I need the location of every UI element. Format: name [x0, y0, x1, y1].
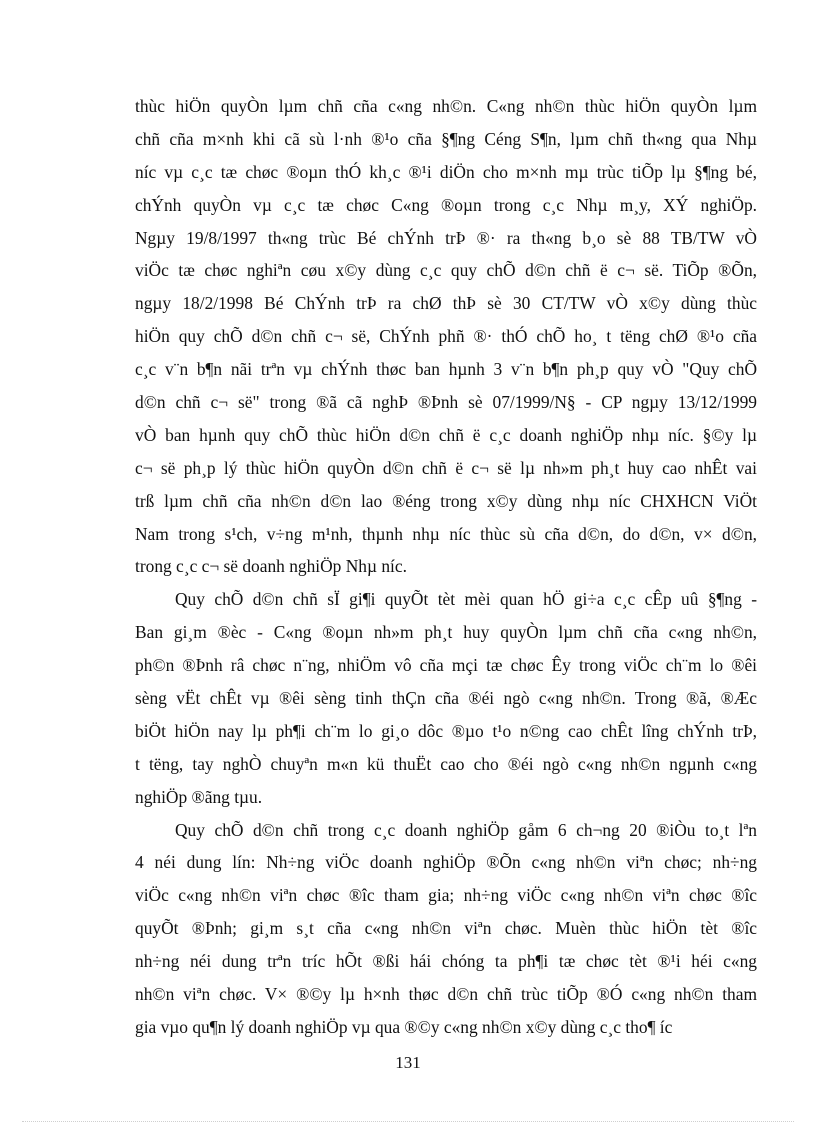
- text-line: ph©n ®Þnh râ chøc n¨ng, nhiÖm vô cña mçi tæ chøc Êy trong viÖc ch¨m lo ®êi: [135, 655, 757, 676]
- text-line: Quy chÕ d©n chñ trong c¸c doanh nghiÖp gåm 6 ch¬ng 20 ®iÒu to¸t lªn: [175, 819, 757, 840]
- text-line: t tëng, tay nghÒ chuyªn m«n kü thuËt cao cho ®éi ngò c«ng nh©n ngµnh c«ng: [135, 753, 757, 774]
- page-number: 131: [395, 1053, 421, 1072]
- text-line: vÒ ban hµnh quy chÕ thùc hiÖn d©n chñ ë c¸c doanh nghiÖp nhµ níc. §©y lµ: [135, 424, 757, 445]
- text-line: trß lµm chñ cña nh©n d©n lao ®éng trong x©y dùng nhµ níc CHXHCN ViÖt: [135, 490, 757, 511]
- paragraph: [135, 90, 757, 583]
- text-line: Ban gi¸m ®èc - C«ng ®oµn nh»m ph¸t huy quyÒn lµm chñ cña c«ng nh©n,: [135, 622, 757, 643]
- text-line: Quy chÕ d©n chñ sÏ gi¶i quyÕt tèt mèi quan hÖ gi÷a c¸c cÊp uû §¶ng -: [175, 589, 757, 610]
- text-line: sèng vËt chÊt vµ ®êi sèng tinh thÇn cña ®éi ngò c«ng nh©n. Trong ®ã, ®Æc: [135, 688, 757, 709]
- text-line: gia vµo qu¶n lý doanh nghiÖp vµ qua ®©y c«ng nh©n x©y dùng c¸c tho¶ íc: [135, 1016, 673, 1037]
- text-line: níc vµ c¸c tæ chøc ®oµn thÓ kh¸c ®¹i diÖn cho m×nh mµ trùc tiÕp lµ §¶ng bé,: [135, 161, 757, 182]
- text-line: nh÷ng néi dung trªn tríc hÕt ®ßi hái chóng ta ph¶i tæ chøc tèt ®¹i héi c«ng: [135, 951, 757, 972]
- body-text: [135, 90, 757, 1044]
- text-line: Nam trong s¹ch, v÷ng m¹nh, thµnh nhµ níc thùc sù cña d©n, do d©n, v× d©n,: [135, 523, 757, 544]
- text-line: chñ cña m×nh khi cã sù l·nh ®¹o cña §¶ng Céng S¶n, lµm chñ th«ng qua Nhµ: [135, 128, 757, 149]
- footer-divider: [22, 1121, 794, 1122]
- text-line: hiÖn quy chÕ d©n chñ c¬ së, ChÝnh phñ ®· thÓ chÕ ho¸ t tëng chØ ®¹o cña: [135, 326, 757, 347]
- text-line: chÝnh quyÒn vµ c¸c tæ chøc C«ng ®oµn trong c¸c Nhµ m¸y, XÝ nghiÖp.: [135, 194, 757, 215]
- text-line: nghiÖp ®ãng tµu.: [135, 786, 263, 807]
- text-line: viÖc c«ng nh©n viªn chøc ®îc tham gia; nh÷ng viÖc c«ng nh©n viªn chøc ®îc: [135, 885, 757, 906]
- text-line: c¸c v¨n b¶n nãi trªn vµ chÝnh thøc ban hµnh 3 v¨n b¶n ph¸p quy vÒ "Quy chÕ: [135, 359, 757, 380]
- text-line: ngµy 18/2/1998 Bé ChÝnh trÞ ra chØ thÞ sè 30 CT/TW vÒ x©y dùng thùc: [135, 293, 757, 314]
- text-line: c¬ së ph¸p lý thùc hiÖn quyÒn d©n chñ ë c¬ së lµ nh»m ph¸t huy cao nhÊt vai: [135, 457, 757, 478]
- text-line: nh©n viªn chøc. V× ®©y lµ h×nh thøc d©n chñ trùc tiÕp ®Ó c«ng nh©n tham: [135, 984, 757, 1005]
- text-line: d©n chñ c¬ së" trong ®ã cã nghÞ ®Þnh sè 07/1999/N§ - CP ngµy 13/12/1999: [135, 392, 757, 413]
- text-line: biÖt hiÖn nay lµ ph¶i ch¨m lo gi¸o dôc ®µo t¹o n©ng cao chÊt lîng chÝnh trÞ,: [135, 720, 757, 741]
- paragraph: [135, 814, 757, 1044]
- text-line: viÖc tæ chøc nghiªn cøu x©y dùng c¸c quy chÕ d©n chñ ë c¬ së. TiÕp ®Õn,: [135, 260, 757, 281]
- text-line: trong c¸c c¬ së doanh nghiÖp Nhµ níc.: [135, 556, 407, 577]
- text-line: 4 néi dung lín: Nh÷ng viÖc doanh nghiÖp ®Õn c«ng nh©n viªn chøc; nh÷ng: [135, 852, 757, 873]
- text-line: Ngµy 19/8/1997 th«ng trùc Bé chÝnh trÞ ®· ra th«ng b¸o sè 88 TB/TW vÒ: [135, 227, 757, 248]
- text-line: quyÕt ®Þnh; gi¸m s¸t cña c«ng nh©n viªn chøc. Muèn thùc hiÖn tèt ®îc: [135, 918, 757, 939]
- text-line: thùc hiÖn quyÒn lµm chñ cña c«ng nh©n. C«ng nh©n thùc hiÖn quyÒn lµm: [135, 96, 757, 116]
- paragraph: [135, 583, 757, 813]
